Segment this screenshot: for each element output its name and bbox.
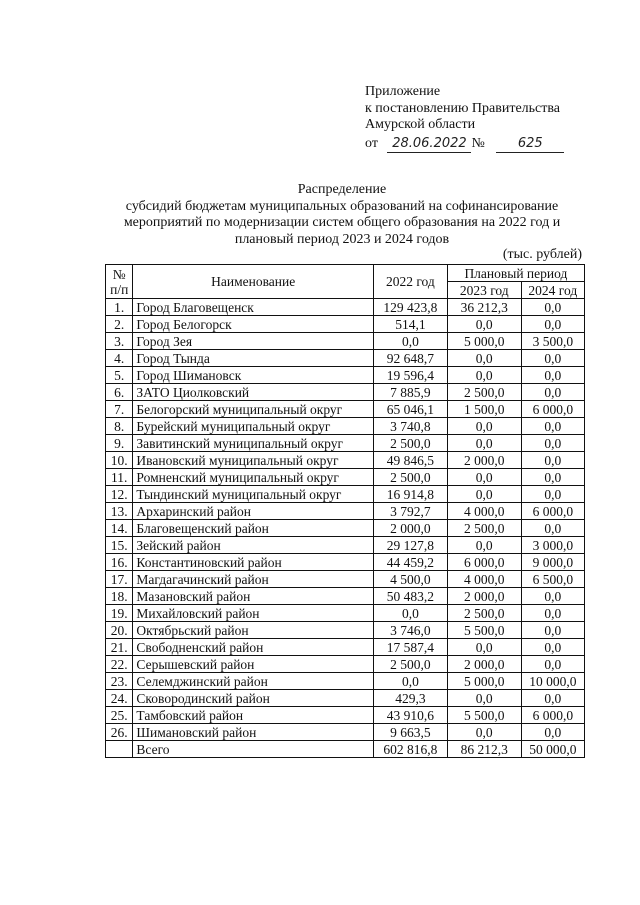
cell-2022: 43 910,6	[373, 707, 447, 724]
cell-2022: 0,0	[373, 605, 447, 622]
cell-2022: 4 500,0	[373, 571, 447, 588]
cell-number: 26.	[106, 724, 133, 741]
cell-name: Свободненский район	[133, 639, 374, 656]
cell-2023: 0,0	[447, 639, 521, 656]
table-row	[106, 605, 585, 622]
header-2022: 2022 год	[373, 265, 447, 299]
header-2023: 2023 год	[447, 282, 521, 299]
cell-name: Зейский район	[133, 537, 374, 554]
cell-name: Тындинский муниципальный округ	[133, 486, 374, 503]
number-sign: №	[471, 135, 485, 151]
cell-2024: 0,0	[521, 299, 584, 316]
cell-2023: 2 000,0	[447, 452, 521, 469]
cell-number: 20.	[106, 622, 133, 639]
cell-2024: 3 500,0	[521, 333, 584, 350]
header-number-line-1: №	[112, 266, 126, 282]
cell-name: Серышевский район	[133, 656, 374, 673]
cell-number: 24.	[106, 690, 133, 707]
cell-number: 7.	[106, 401, 133, 418]
cell-2024: 0,0	[521, 588, 584, 605]
table-row	[106, 503, 585, 520]
cell-name: Шимановский район	[133, 724, 374, 741]
cell-2024: 3 000,0	[521, 537, 584, 554]
cell-name: Город Благовещенск	[133, 299, 374, 316]
cell-2023: 0,0	[447, 316, 521, 333]
cell-2022: 2 500,0	[373, 656, 447, 673]
cell-number: 9.	[106, 435, 133, 452]
cell-2022: 2 000,0	[373, 520, 447, 537]
cell-number: 2.	[106, 316, 133, 333]
header-planned-period: Плановый период	[447, 265, 584, 282]
subsidy-table	[105, 264, 585, 758]
cell-2023: 2 500,0	[447, 384, 521, 401]
title-line-4: плановый период 2023 и 2024 годов	[234, 231, 450, 247]
cell-name: Бурейский муниципальный округ	[133, 418, 374, 435]
cell-2024: 6 000,0	[521, 707, 584, 724]
cell-2022: 49 846,5	[373, 452, 447, 469]
cell-2022: 0,0	[373, 333, 447, 350]
cell-number: 4.	[106, 350, 133, 367]
cell-2022: 3 792,7	[373, 503, 447, 520]
appendix-block	[365, 84, 564, 153]
cell-number: 25.	[106, 707, 133, 724]
cell-number: 3.	[106, 333, 133, 350]
cell-2024: 0,0	[521, 367, 584, 384]
cell-number: 14.	[106, 520, 133, 537]
cell-2024: 0,0	[521, 316, 584, 333]
cell-2023: 36 212,3	[447, 299, 521, 316]
title-line-2: субсидий бюджетам муниципальных образований на софинансирование	[125, 198, 559, 214]
cell-2024: 0,0	[521, 690, 584, 707]
table-row	[106, 384, 585, 401]
cell-2023: 0,0	[447, 469, 521, 486]
cell-2022: 129 423,8	[373, 299, 447, 316]
cell-name: Мазановский район	[133, 588, 374, 605]
cell-2024: 0,0	[521, 639, 584, 656]
cell-2022: 9 663,5	[373, 724, 447, 741]
cell-2024: 0,0	[521, 622, 584, 639]
cell-number: 12.	[106, 486, 133, 503]
table-row	[106, 401, 585, 418]
cell-name: Архаринский район	[133, 503, 374, 520]
table-row	[106, 588, 585, 605]
cell-name: Город Шимановск	[133, 367, 374, 384]
cell-name: Ивановский муниципальный округ	[133, 452, 374, 469]
cell-2023: 0,0	[447, 690, 521, 707]
cell-2022: 44 459,2	[373, 554, 447, 571]
table-row	[106, 299, 585, 316]
cell-number: 6.	[106, 384, 133, 401]
table-row	[106, 554, 585, 571]
table-row	[106, 350, 585, 367]
units-label: (тыс. рублей)	[502, 247, 582, 262]
cell-2023: 0,0	[447, 486, 521, 503]
cell-number: 17.	[106, 571, 133, 588]
cell-number: 15.	[106, 537, 133, 554]
cell-name: Сковородинский район	[133, 690, 374, 707]
cell-2024: 0,0	[521, 656, 584, 673]
cell-2022: 92 648,7	[373, 350, 447, 367]
cell-2023: 1 500,0	[447, 401, 521, 418]
cell-2022: 7 885,9	[373, 384, 447, 401]
table-row	[106, 486, 585, 503]
cell-name: Магдагачинский район	[133, 571, 374, 588]
cell-2023: 4 000,0	[447, 571, 521, 588]
header-number-line-2: п/п	[110, 281, 129, 297]
cell-2022: 65 046,1	[373, 401, 447, 418]
cell-2023: 6 000,0	[447, 554, 521, 571]
title-line-1: Распределение	[297, 182, 387, 197]
cell-2022: 29 127,8	[373, 537, 447, 554]
cell-name: ЗАТО Циолковский	[133, 384, 374, 401]
cell-2024: 6 000,0	[521, 503, 584, 520]
document-title	[100, 182, 584, 248]
cell-number: 23.	[106, 673, 133, 690]
cell-2023: 0,0	[447, 350, 521, 367]
cell-name: Город Тында	[133, 350, 374, 367]
table-row	[106, 690, 585, 707]
cell-2023: 5 000,0	[447, 673, 521, 690]
cell-2022: 514,1	[373, 316, 447, 333]
table-row	[106, 673, 585, 690]
total-row	[106, 741, 585, 758]
cell-2023: 0,0	[447, 418, 521, 435]
cell-name: Завитинский муниципальный округ	[133, 435, 374, 452]
title-line-3: мероприятий по модернизации систем общего образования на 2022 год и	[123, 215, 561, 230]
cell-2023: 2 000,0	[447, 588, 521, 605]
cell-2023: 2 500,0	[447, 605, 521, 622]
cell-2024: 0,0	[521, 452, 584, 469]
table-row	[106, 469, 585, 486]
cell-2024: 0,0	[521, 435, 584, 452]
cell-number: 22.	[106, 656, 133, 673]
cell-number: 16.	[106, 554, 133, 571]
cell-2022: 3 740,8	[373, 418, 447, 435]
cell-2024: 0,0	[521, 469, 584, 486]
cell-2023: 2 500,0	[447, 520, 521, 537]
table-row	[106, 571, 585, 588]
cell-name: Белогорский муниципальный округ	[133, 401, 374, 418]
cell-number: 11.	[106, 469, 133, 486]
cell-name: Михайловский район	[133, 605, 374, 622]
table-row	[106, 435, 585, 452]
resolution-date: 28.06.2022	[387, 136, 471, 154]
cell-2023: 0,0	[447, 537, 521, 554]
table-row	[106, 418, 585, 435]
header-number	[106, 265, 133, 299]
total-cell-2023: 86 212,3	[447, 741, 521, 758]
header-name: Наименование	[133, 265, 374, 299]
table-row	[106, 707, 585, 724]
appendix-line-3: Амурской области	[365, 117, 476, 132]
table-row	[106, 452, 585, 469]
cell-number: 8.	[106, 418, 133, 435]
cell-number: 18.	[106, 588, 133, 605]
table-row	[106, 537, 585, 554]
cell-name: Ромненский муниципальный округ	[133, 469, 374, 486]
cell-number: 1.	[106, 299, 133, 316]
cell-2024: 0,0	[521, 350, 584, 367]
cell-2022: 0,0	[373, 673, 447, 690]
cell-name: Город Зея	[133, 333, 374, 350]
cell-2022: 2 500,0	[373, 435, 447, 452]
cell-number: 13.	[106, 503, 133, 520]
cell-2024: 10 000,0	[521, 673, 584, 690]
cell-2024: 6 500,0	[521, 571, 584, 588]
table-row	[106, 367, 585, 384]
cell-2023: 2 000,0	[447, 656, 521, 673]
total-cell-number	[106, 741, 133, 758]
cell-number: 5.	[106, 367, 133, 384]
from-label: от	[365, 135, 378, 151]
cell-2022: 3 746,0	[373, 622, 447, 639]
table-row	[106, 333, 585, 350]
cell-number: 21.	[106, 639, 133, 656]
appendix-date-line	[365, 136, 564, 154]
cell-2023: 4 000,0	[447, 503, 521, 520]
cell-2024: 0,0	[521, 724, 584, 741]
cell-2022: 17 587,4	[373, 639, 447, 656]
cell-2022: 16 914,8	[373, 486, 447, 503]
cell-2022: 19 596,4	[373, 367, 447, 384]
table-row	[106, 622, 585, 639]
cell-2024: 9 000,0	[521, 554, 584, 571]
total-cell-name: Всего	[133, 741, 374, 758]
cell-2024: 0,0	[521, 605, 584, 622]
table-row	[106, 520, 585, 537]
appendix-line-2: к постановлению Правительства	[365, 100, 561, 116]
cell-number: 19.	[106, 605, 133, 622]
cell-name: Тамбовский район	[133, 707, 374, 724]
cell-name: Селемджинский район	[133, 673, 374, 690]
cell-2024: 0,0	[521, 418, 584, 435]
cell-name: Город Белогорск	[133, 316, 374, 333]
table-row	[106, 724, 585, 741]
resolution-number: 625	[496, 136, 564, 154]
cell-number: 10.	[106, 452, 133, 469]
cell-2023: 5 000,0	[447, 333, 521, 350]
cell-2022: 50 483,2	[373, 588, 447, 605]
cell-2024: 6 000,0	[521, 401, 584, 418]
table-row	[106, 639, 585, 656]
cell-2022: 429,3	[373, 690, 447, 707]
total-cell-2022: 602 816,8	[373, 741, 447, 758]
cell-name: Октябрьский район	[133, 622, 374, 639]
header-2024: 2024 год	[521, 282, 584, 299]
appendix-line-1: Приложение	[365, 84, 441, 99]
cell-name: Константиновский район	[133, 554, 374, 571]
table-row	[106, 656, 585, 673]
cell-2022: 2 500,0	[373, 469, 447, 486]
table-body	[106, 299, 585, 758]
cell-2024: 0,0	[521, 486, 584, 503]
cell-2023: 0,0	[447, 435, 521, 452]
cell-2023: 0,0	[447, 724, 521, 741]
cell-name: Благовещенский район	[133, 520, 374, 537]
total-cell-2024: 50 000,0	[521, 741, 584, 758]
cell-2023: 5 500,0	[447, 622, 521, 639]
cell-2023: 0,0	[447, 367, 521, 384]
cell-2024: 0,0	[521, 384, 584, 401]
cell-2024: 0,0	[521, 520, 584, 537]
cell-2023: 5 500,0	[447, 707, 521, 724]
table-row	[106, 316, 585, 333]
